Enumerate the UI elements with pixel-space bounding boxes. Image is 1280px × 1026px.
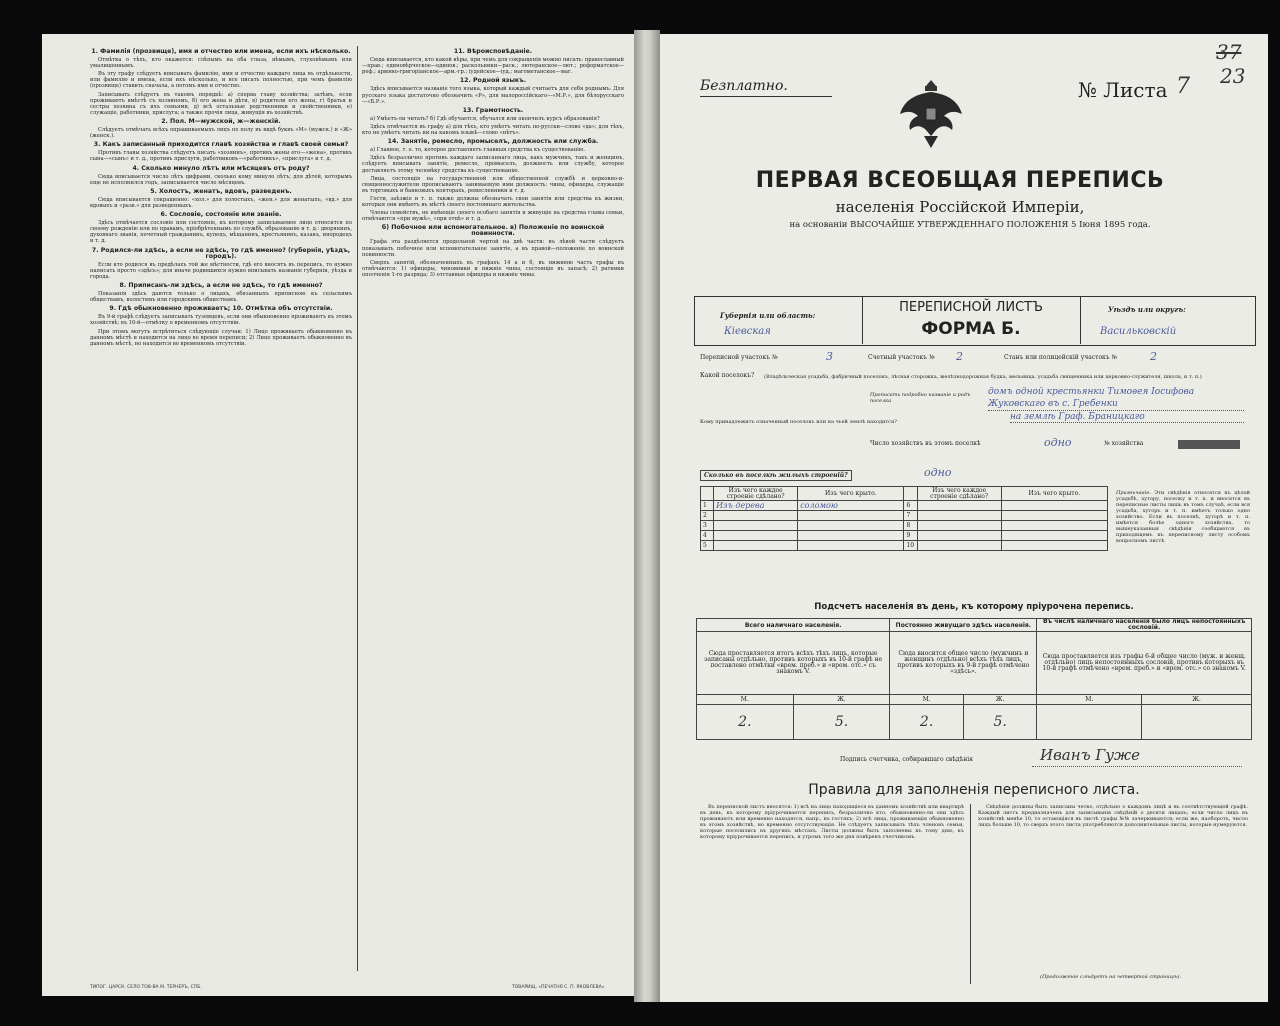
corner-number-old: 37 (1216, 40, 1242, 64)
cell (798, 521, 904, 531)
section-heading: 6. Сословіе, состояніе или званіе. (160, 211, 282, 219)
cell (917, 541, 1001, 551)
rules-title: Правила для заполненія переписного листа. (808, 782, 1140, 798)
pop-desc-nonpermanent: Сюда проставляется изъ графы 6-й общее число (муж. и женщ. отдѣльно) лицъ непостоянныхъ сословій, противъ которыхъ въ 10-й графѣ отмѣчено «врем. преб.» и «врем. отс.» со знакомъ V. (1037, 632, 1252, 695)
cell (714, 531, 798, 541)
nonpermanent-male-value (1037, 705, 1142, 740)
total-female-value: 5. (793, 705, 890, 740)
settlement-help: (Владѣльческая усадьба, фабричный поселокъ, лѣсная сторожка, желѣзнодорожная будка, мельница, усадьба священника или церковно-служителя, школа, и т. п.) (764, 374, 1202, 380)
households-value: одно (1044, 436, 1072, 449)
head-roof-left: Изъ чего крыто. (798, 487, 904, 501)
underline (700, 96, 832, 97)
section-paragraph: Сюда вписывается сокращенно: «хол.» для холостыхъ, «жен.» для женатыхъ, «вд.» для вдовыхъ и «разв.» для разведенныхъ. (90, 196, 352, 209)
section-paragraph: Записывать слѣдуетъ въ такомъ порядкѣ: а) сперва главу хозяйства; затѣмъ, если проживаютъ вмѣстѣ съ хозяиномъ, б) его жена и дѣти, в) родители его жены, г) братья и сестры хозяина съ ихъ семьями, д) всѣ остальные родственники и свойственники, е) служащіе, работники, прислуга; а также прочія лица, живущія въ хозяйствѣ. (90, 91, 352, 116)
section-paragraph: Показанія здѣсь даются только о лицахъ, обязанныхъ приписною къ сельскимъ обществамъ, волостямъ или городскимъ обществамъ. (90, 291, 352, 304)
head-made-left: Изъ чего каждое строеніе сдѣлано? (714, 487, 798, 501)
female-label: Ж. (793, 695, 890, 705)
form-letter: ФОРМА Б. (921, 319, 1021, 339)
sheet-number-value: 7 (1176, 74, 1190, 99)
buildings-label: Сколько въ поселкѣ жилыхъ строеній? (700, 470, 852, 481)
police-area-value: 2 (1150, 350, 1157, 363)
instructions-column-1 (90, 46, 352, 976)
section-paragraph: Въ 9-й графѣ слѣдуетъ записывать туземцевъ, если они обыкновенно проживаютъ въ этомъ хозяйствѣ; въ 10-й—отмѣтку о временномъ отсутствіи. (90, 314, 352, 327)
head-made-right: Изъ чего каждое строеніе сдѣлано? (917, 487, 1001, 501)
imperial-eagle-emblem-icon (898, 74, 964, 152)
row-number: 8 (904, 521, 917, 531)
section-paragraph: а) Умѣетъ-ли читать? б) Гдѣ обучается, обучался или окончилъ курсъ образованія? (370, 115, 600, 122)
pop-desc-total: Сюда проставляется итогъ всѣхъ тѣхъ лицъ, которые записаны отдѣльно, противъ которыхъ въ 10-й графѣ не поставлено отмѣтки «врем. преб.» и «врем. отс.» съ знакомъ V. (697, 632, 890, 695)
section-paragraph: Въ эту графу слѣдуетъ вписывать фамилію, имя и отчество каждаго лица въ отдѣльности, или фамилію и имена, если ихъ нѣсколько, и все писать полностью, при чемъ фамилію (прозвище) ставить сначала, а потомъ имя и отчество. (90, 71, 352, 90)
section-heading: 11. Вѣроисповѣданіе. (453, 48, 533, 55)
book-spine (634, 30, 660, 1002)
table-row (701, 521, 1108, 531)
section-heading: б) Побочное или вспомогательное. в) Положеніе по воинской повинности. (381, 224, 605, 238)
rules-divider (970, 804, 971, 984)
permanent-female-value: 5. (963, 705, 1037, 740)
cell (917, 501, 1001, 511)
rules-footnote: (Продолженіе слѣдуетъ на четвертой страницѣ). (1040, 974, 1182, 980)
counting-area-value: 2 (956, 350, 963, 363)
blank-cell (701, 487, 714, 501)
nonpermanent-female-value (1142, 705, 1252, 740)
settlement-value: домъ одной крестьянки Тимоѳея Іосифова Жуковскаго въ с. Гребенки (988, 386, 1244, 411)
cell (714, 521, 798, 531)
section-paragraph: Противъ главы хозяйства слѣдуетъ писать «хозяинъ», противъ жены его—«жена», противъ сына—«сынъ» и т. д., противъ прислуги, работниковъ—«работникъ», «прислуга» и т. д. (90, 150, 352, 163)
cell (714, 541, 798, 551)
section-paragraph: Слѣдуетъ отмѣчать всѣхъ опрашиваемыхъ лицъ по полу въ видѣ буквъ «М» (мужск.) и «Ж» (женск.). (90, 127, 352, 140)
table-row (701, 501, 1108, 511)
cell (917, 521, 1001, 531)
cell (917, 511, 1001, 521)
district-value: Васильковскій (1100, 326, 1177, 337)
signature-value: Иванъ Гуже (1040, 746, 1140, 764)
right-page (660, 34, 1268, 1002)
settlement-help-2: Прописать подробно названіе и родъ поселка (870, 392, 971, 404)
row-number: 10 (904, 541, 917, 551)
section-paragraph: а) Главное, т. е. то, которое доставляетъ главныя средства къ существованію. (370, 147, 585, 154)
household-number-label: № хозяйства (1104, 440, 1144, 447)
row-number: 3 (701, 521, 714, 531)
left-page (42, 34, 634, 996)
cell (917, 531, 1001, 541)
corner-number-new: 23 (1220, 64, 1246, 88)
section-heading: 14. Занятіе, ремесло, промыселъ, должность или служба. (387, 138, 599, 146)
blank-cell (904, 487, 917, 501)
section-paragraph: Члены семействъ, не имѣющіе своего особаго занятія и живущіе на средства главы семьи, отмѣчаются «при мужѣ», «при отцѣ» и т. д. (362, 210, 624, 223)
census-area-value: 3 (826, 350, 833, 363)
cell (714, 511, 798, 521)
section-paragraph: Здѣсь отмѣчается сословіе или состояніе, къ которому записываемое лицо относится по своему рожденію или по правамъ, пріобрѣтеннымъ по службѣ, образованію и т. д.: дворянинъ, духовнаго званія, почетный гражданинъ, купецъ, мѣщанинъ, крестьянинъ, казакъ, инородецъ и т. д. (90, 220, 352, 245)
note-label: Примѣчаніе. (1116, 490, 1151, 496)
pop-header-nonpermanent: Въ числѣ наличнаго населенія было лицъ непостоянныхъ сословій. (1037, 619, 1252, 632)
section-heading: 12. Родной языкъ. (459, 77, 527, 85)
census-subtitle: населенія Россійской Имперіи, (835, 198, 1085, 216)
table-row (701, 511, 1108, 521)
owner-label: Кому принадлежитъ означенный поселокъ или на чьей землѣ находится? (700, 419, 897, 425)
column-divider (357, 46, 358, 971)
section-heading: 5. Холостъ, женатъ, вдовъ, разведенъ. (150, 187, 292, 195)
section-heading: 4. Сколько минуло лѣтъ или мѣсяцевъ отъ роду? (132, 164, 310, 172)
row-number: 6 (904, 501, 917, 511)
row-number: 9 (904, 531, 917, 541)
cell (1001, 531, 1107, 541)
female-label: Ж. (1142, 695, 1252, 705)
pop-header-permanent: Постоянно живущаго здѣсь населенія. (890, 619, 1037, 632)
instructions-column-2 (362, 46, 624, 976)
buildings-value: одно (924, 466, 952, 479)
sheet-number-label: № Листа (1078, 78, 1168, 102)
buildings-note (1116, 490, 1250, 544)
note-text: Эти свѣдѣнія относятся къ цѣлой усадьбѣ, хутору, поселку и т. п. и вносятся въ переписные листы лишь въ томъ случаѣ, если вся усадьба, хуторъ и т. п. имѣетъ только одно хозяйство. Если въ поселкѣ, хуторѣ и т. п. имѣется болѣе одного хозяйства, то вышеуказанныя свѣдѣнія сообщаются въ приходящемъ къ переписному листу особомъ вопросномъ листѣ. (1116, 490, 1250, 544)
form-title: ПЕРЕПИСНОЙ ЛИСТЪ (899, 300, 1043, 315)
cell (798, 531, 904, 541)
rules-left-column: Въ переписной листъ вносятся: 1) всѣ на лицо находящіеся въ данномъ хозяйствѣ или квартирѣ въ день, къ которому пріурочивается перепись, безразлично кто, обыкновенно-ли они здѣсь проживаютъ или временно находятся, напр., въ гостяхъ; 2) всѣ лица, проживающія обыкновенно въ этомъ хозяйствѣ, но временно отсутствующія. Не слѣдуетъ записывать тѣхъ членовъ семьи, которые поселились въ другихъ мѣстахъ. Листы должны быть заполнены къ тому дню, къ которому пріурочивается перепись, и утромъ того же дня повѣренъ счетчикомъ. (700, 804, 964, 840)
section-paragraph: Здѣсь отвѣчается въ графу а) для тѣхъ, кто умѣетъ читать по-русски—слово «да»; для тѣхъ, кто не умѣетъ читать ни на какомъ языкѣ—слово «нѣтъ». (362, 123, 624, 137)
signature-label: Подпись счетчика, собиравшаго свѣдѣнія (840, 756, 973, 763)
district-label: Уѣздъ или округъ: (1108, 305, 1186, 314)
cell (1001, 541, 1107, 551)
pop-desc-permanent: Сюда вносится общее число (мужчинъ и женщинъ отдѣльно) всѣхъ тѣхъ лицъ, противъ которыхъ въ 9-й графѣ отмѣчено «здѣсь». (890, 632, 1037, 695)
free-label: Безплатно. (700, 78, 788, 94)
section-paragraph: Графа эта раздѣляется продольной чертой на двѣ части: въ лѣвой части слѣдуетъ показывать побочное или вспомогательное занятіе, а въ правой—положеніе по воинской повинности. (362, 239, 624, 258)
row-number: 1 (701, 501, 714, 511)
cell (798, 541, 904, 551)
table-row (701, 531, 1108, 541)
section-heading: 9. Гдѣ обыкновенно проживаетъ; 10. Отмѣтка объ отсутствіи. (109, 305, 333, 313)
section-heading: 7. Родился-ли здѣсь, а если не здѣсь, то гдѣ именно? (губернія, уѣздъ, городъ). (91, 246, 351, 260)
section-paragraph: При этомъ могутъ встрѣтиться слѣдующіе случаи: 1) Лицо проживаетъ обыкновенно въ данномъ мѣстѣ и находится на лицо во время переписи; 2) Лицо проживаетъ обыкновенно въ данномъ мѣстѣ, но находится во временномъ отсутствіи. (90, 328, 352, 347)
census-title: ПЕРВАЯ ВСЕОБЩАЯ ПЕРЕПИСЬ (755, 168, 1165, 193)
table-row (701, 541, 1108, 551)
section-heading: 8. Приписанъ-ли здѣсь, а если не здѣсь, то гдѣ именно? (119, 282, 323, 289)
section-paragraph: Здѣсь вписывается названіе того языка, который каждый считаетъ для себя роднымъ. Для русскаго языка достаточно обозначить «Р», для малороссійскаго—«М.Р.», для бѣлорусскаго—«Б.Р.». (362, 86, 624, 105)
section-paragraph: Сюда вписывается число лѣтъ цифрами, сколько кому минуло лѣтъ; для дѣтей, которымъ еще не исполнился годъ, записывается число мѣсяцевъ. (90, 173, 352, 186)
owner-value: на землѣ Граф. Браницкаго (1010, 412, 1244, 423)
section-paragraph: Сюда вписывается, кто какой вѣры, при чемъ для сокращенія можно писать: православный—прав.; единовѣрческое—единов.; раскольники—раск.; лютеранское—лют.; реформатское—реф.; армяно-григоріанское—арм.-гр.; іудейское—іуд.; магометанское—маг. (362, 57, 624, 76)
province-value: Кіевская (724, 326, 771, 337)
section-paragraph: Здѣсь безразлично противъ каждаго записаннаго лица, какъ мужчинъ, такъ и женщинъ, слѣдуетъ вписывать занятіе, ремесло, промыселъ, должность или службу, которое доставляетъ этому человѣку средства къ существованію. (362, 155, 624, 174)
printer-mark-left: ТИПОГ. ЦАРСК. СЕЛО ТОВ-ВА М. ТЕРНЕРЪ, СПБ. (90, 985, 202, 990)
cell (1001, 511, 1107, 521)
section-heading: 2. Пол. М—мужской, ж—женскій. (161, 117, 281, 125)
section-paragraph: Гости, заѣзжіе и т. п. также должны обозначать свои занятія или средства къ жизни, которыя они имѣютъ въ мѣстѣ своего постояннаго жительства. (362, 195, 624, 208)
population-table (696, 618, 1252, 740)
section-paragraph: Отмѣтка о тѣхъ, кто окажется: слѣпымъ на оба глаза, нѣмымъ, глухонѣмымъ или умалишеннымъ. (90, 57, 352, 70)
signature-line (1032, 766, 1242, 767)
buildings-table (700, 486, 1108, 551)
row-number: 7 (904, 511, 917, 521)
header-divider-2 (1080, 296, 1081, 344)
population-title: Подсчетъ населенія въ день, къ которому пріурочена перепись. (814, 602, 1134, 612)
household-number-redacted (1178, 440, 1240, 449)
row-number: 2 (701, 511, 714, 521)
province-label: Губернія или область: (720, 311, 816, 320)
row1-roof: соломою (798, 501, 904, 511)
row-number: 4 (701, 531, 714, 541)
total-male-value: 2. (697, 705, 794, 740)
cell (1001, 501, 1107, 511)
census-basis: на основаніи ВЫСОЧАЙШЕ УТВЕРЖДЕННАГО ПОЛОЖЕНІЯ 5 Іюня 1895 года. (789, 220, 1151, 230)
counting-area-label: Счетный участокъ № (868, 354, 935, 361)
households-label: Число хозяйствъ въ этомъ поселкѣ (870, 440, 981, 447)
settlement-label: Какой поселокъ? (700, 372, 755, 379)
section-heading: 3. Какъ записанный приходится главѣ хозяйства и главѣ своей семьи? (93, 141, 349, 149)
cell (798, 511, 904, 521)
male-label: М. (1037, 695, 1142, 705)
pop-header-total: Всего наличнаго населенія. (697, 619, 890, 632)
permanent-male-value: 2. (890, 705, 964, 740)
female-label: Ж. (963, 695, 1037, 705)
census-area-label: Переписной участокъ № (700, 354, 778, 361)
printer-mark-right: ТОВАРИЩ. «ПЕЧАТНЯ С. П. ЯКОВЛЕВА» (512, 985, 605, 990)
section-paragraph: Сверхъ занятій, обозначенныхъ въ графахъ 14 а и б, въ нижнюю часть графы въ отмѣчаются: 1) офицеры, чиновники и нижніе чины, состоящіе въ запасѣ; 2) ратники ополченія 1-го разряда; 3) отставные офицеры и нижніе чины. (362, 259, 624, 278)
cell (1001, 521, 1107, 531)
row-number: 5 (701, 541, 714, 551)
male-label: М. (890, 695, 964, 705)
rules-right-column: Свѣдѣнія должны быть записаны четко, отдѣльно о каждомъ лицѣ и въ соотвѣтствующей графѣ. Каждый листъ предназначенъ для записыванія свѣдѣній о десяти лицахъ; если число лицъ въ хозяйствѣ менѣе 10, то остающіяся въ листѣ графы №№ зачеркиваются; если же, наоборотъ, число лицъ больше 10, то сверхъ этого листа употребляются дополнительные листы, которые нумеруются. (978, 804, 1248, 828)
head-roof-right: Изъ чего крыто. (1001, 487, 1107, 501)
section-paragraph: Если кто родился въ предѣлахъ той же мѣстности, гдѣ его вносятъ въ перепись, то нужно написать просто «здѣсь»; для иначе родившихся нужно вписывать названіе губерніи, уѣзда и города. (90, 261, 352, 280)
section-heading: 13. Грамотность. (462, 106, 524, 114)
male-label: М. (697, 695, 794, 705)
police-area-label: Станъ или полицейскій участокъ № (1004, 354, 1118, 361)
section-paragraph: Лица, состоящія на государственной или общественной службѣ и церковно-и-священнослужители прописываютъ занимаемую ими должность: чины, офицеры, служащіе въ торговыхъ и банковыхъ конторахъ, ремесленники и т. д. (362, 175, 624, 194)
section-heading: 1. Фамилія (прозвище), имя и отчество или имена, если ихъ нѣсколько. (91, 48, 351, 55)
row1-made: Изъ дерева (714, 501, 798, 511)
